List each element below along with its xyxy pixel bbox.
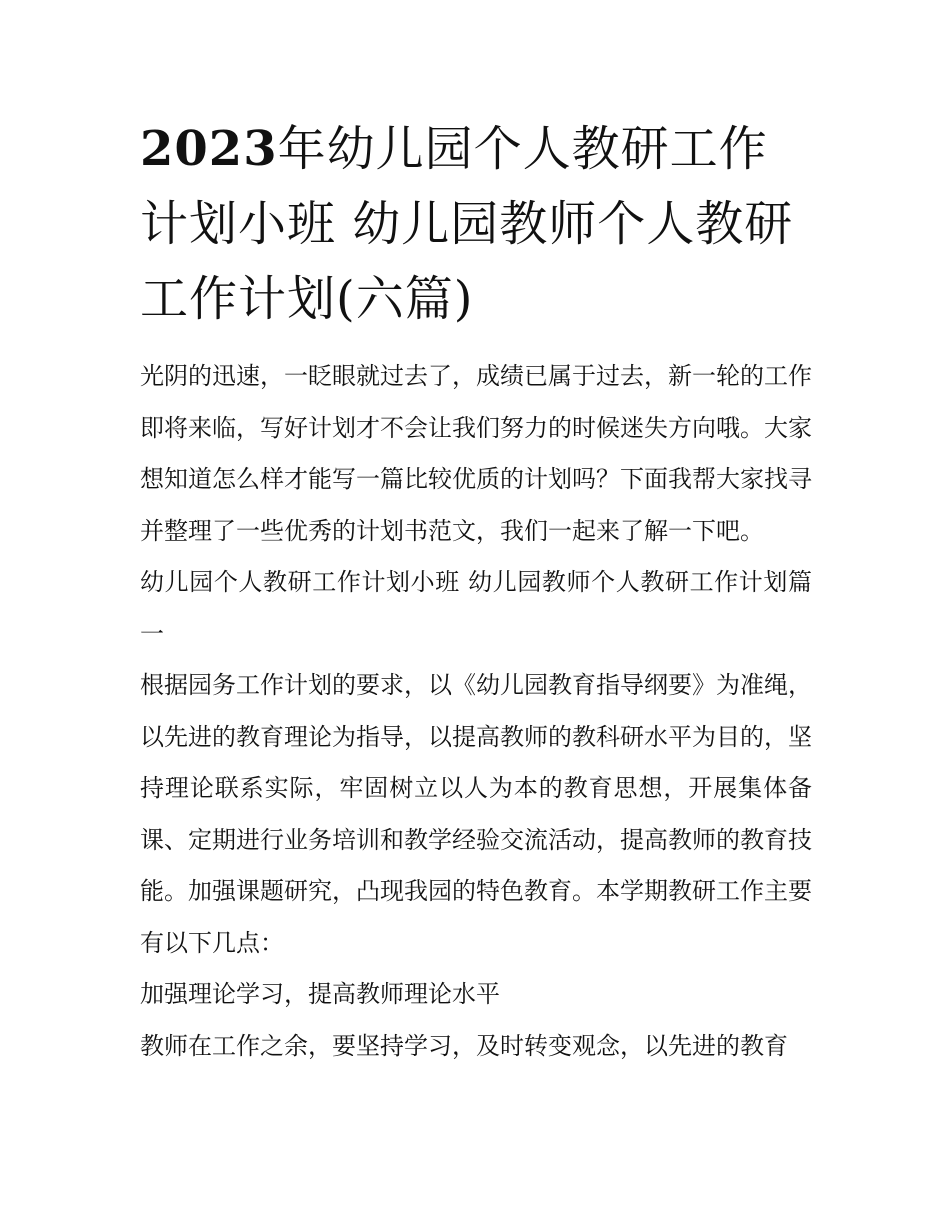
- title-year: 2023: [140, 121, 278, 177]
- intro-paragraph: 光阴的迅速，一眨眼就过去了，成绩已属于过去，新一轮的工作即将来临，写好计划才不会让我们努力的时候迷失方向哦。大家想知道怎么样才能写一篇比较优质的计划吗？下面我帮大家找寻并整理了一些优秀的计划书范文，我们一起来了解一下吧。: [140, 362, 812, 545]
- section-heading: 幼儿园个人教研工作计划小班 幼儿园教师个人教研工作计划篇一: [140, 568, 812, 648]
- body-paragraph-continued: 教师在工作之余，要坚持学习，及时转变观念，以先进的教育: [140, 1031, 788, 1060]
- body-paragraph: 根据园务工作计划的要求，以《幼儿园教育指导纲要》为准绳，以先进的教育理论为指导，以提高教师的教科研水平为目的，坚持理论联系实际，牢固树立以人为本的教育思想，开展集体备课、定期进行业务培训和教学经验交流活动，提高教师的教育技能。加强课题研究，凸现我园的特色教育。本学期教研工作主要有以下几点：: [140, 671, 812, 957]
- document-page: [140, 112, 812, 1072]
- title-text: 年幼儿园个人教研工作计划小班 幼儿园教师个人教研工作计划(六篇): [140, 121, 794, 327]
- document-title: [140, 112, 812, 337]
- subsection-heading: 加强理论学习，提高教师理论水平: [140, 980, 500, 1008]
